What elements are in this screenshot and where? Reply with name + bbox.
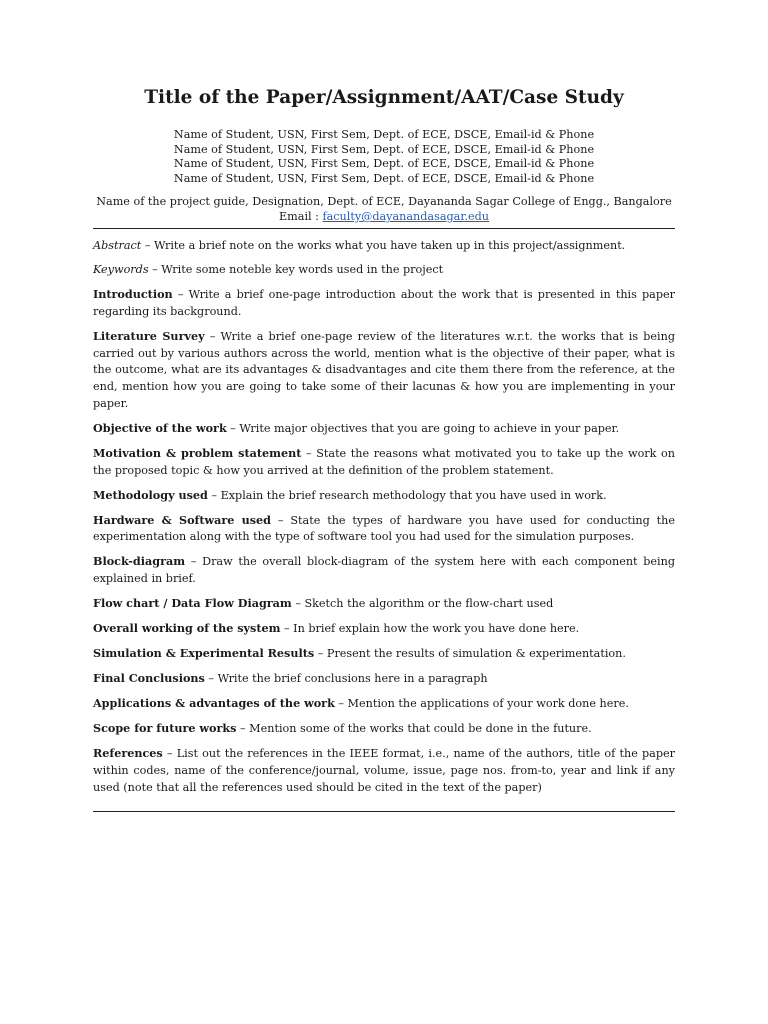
paper-title: Title of the Paper/Assignment/AAT/Case Study bbox=[144, 87, 624, 108]
section-heading: Final Conclusions bbox=[93, 671, 205, 686]
section-heading: Simulation & Experimental Results bbox=[93, 646, 315, 661]
section-paragraph bbox=[93, 745, 675, 796]
section-body: Mention the applications of your work done here. bbox=[347, 697, 629, 711]
section-separator: – bbox=[204, 672, 218, 686]
paper-page bbox=[93, 86, 675, 812]
section-paragraph bbox=[93, 720, 675, 738]
section-body: In brief explain how the work you have done here. bbox=[293, 622, 580, 636]
email-link[interactable]: faculty@dayanandasagar.edu bbox=[322, 210, 489, 223]
author-line: Name of Student, USN, First Sem, Dept. of ECE, DSCE, Email-id & Phone bbox=[173, 171, 595, 185]
section-paragraph bbox=[93, 670, 675, 688]
section-paragraph bbox=[93, 695, 675, 713]
section-paragraph bbox=[93, 445, 675, 480]
section-heading: Keywords bbox=[93, 262, 149, 276]
section-body: List out the references in the IEEE format, i.e., name of the authors, title of the paper within codes, name of the conference/journal, volume, issue, page nos. from-to, year and link if any used (note that all the references used should be cited in the text of the paper) bbox=[93, 747, 675, 794]
section-list bbox=[93, 238, 675, 797]
section-body: Write a brief note on the works what you have taken up in this project/assignment. bbox=[153, 239, 626, 252]
section-heading: References bbox=[93, 746, 163, 761]
section-separator: – bbox=[280, 622, 294, 636]
section-heading: Scope for future works bbox=[93, 721, 237, 736]
section-separator: – bbox=[172, 287, 189, 301]
section-separator: – bbox=[314, 647, 327, 661]
section-body: Write major objectives that you are going to achieve in your paper. bbox=[239, 421, 620, 435]
section-paragraph bbox=[93, 595, 675, 613]
section-body: Sketch the algorithm or the flow-chart used bbox=[304, 597, 554, 611]
section-body: Write a brief one-page review of the literatures w.r.t. the works that is being carried out by various authors across the world, mention what is the objective of their paper, what is the outcome, what are its advantages & disadvantages and cite them there from the reference, at the end, mention how you are going to take some of their lacunas & how you are implementing in your paper. bbox=[93, 329, 675, 410]
email-line bbox=[93, 209, 675, 224]
section-body: Write the brief conclusions here in a paragraph bbox=[217, 672, 488, 686]
section-paragraph bbox=[93, 286, 675, 321]
section-body: Mention some of the works that could be done in the future. bbox=[249, 722, 592, 736]
author-line: Name of Student, USN, First Sem, Dept. of ECE, DSCE, Email-id & Phone bbox=[173, 157, 595, 170]
author-line: Name of Student, USN, First Sem, Dept. of ECE, DSCE, Email-id & Phone bbox=[173, 142, 595, 156]
email-label: Email : bbox=[279, 210, 323, 223]
section-separator: – bbox=[291, 597, 305, 611]
author-list bbox=[93, 128, 675, 186]
section-heading: Literature Survey bbox=[93, 328, 205, 343]
section-heading: Introduction bbox=[93, 286, 173, 301]
section-heading: Flow chart / Data Flow Diagram bbox=[93, 596, 292, 611]
section-body: State the reasons what motivated you to take up the work on the proposed topic & how you arrived at the definition of the problem statement. bbox=[93, 446, 675, 477]
section-heading: Block-diagram bbox=[93, 554, 186, 569]
section-heading: Methodology used bbox=[93, 487, 208, 502]
guide-line: Name of the project guide, Designation, Dept. of ECE, Dayananda Sagar College of Engg., Bangalore bbox=[96, 195, 672, 208]
section-separator: – bbox=[141, 239, 154, 252]
section-separator: – bbox=[185, 555, 203, 569]
section-heading: Overall working of the system bbox=[93, 621, 281, 636]
section-heading: Objective of the work bbox=[93, 420, 227, 435]
section-paragraph bbox=[93, 262, 675, 279]
section-paragraph bbox=[93, 620, 675, 638]
section-heading: Hardware & Software used bbox=[93, 512, 271, 527]
section-separator: – bbox=[226, 421, 240, 435]
section-heading: Applications & advantages of the work bbox=[93, 696, 335, 711]
bottom-divider bbox=[93, 811, 675, 812]
section-body: Write a brief one-page introduction about the work that is presented in this paper regarding its background. bbox=[93, 287, 675, 318]
section-separator: – bbox=[236, 722, 250, 736]
section-paragraph bbox=[93, 512, 675, 547]
section-heading: Abstract bbox=[93, 239, 142, 252]
section-separator: – bbox=[204, 329, 221, 343]
section-body: Draw the overall block-diagram of the system here with each component being explained in brief. bbox=[93, 555, 675, 586]
section-paragraph bbox=[93, 487, 675, 505]
section-body: Write some noteble key words used in the project bbox=[161, 262, 444, 276]
section-paragraph bbox=[93, 553, 675, 588]
section-separator: – bbox=[271, 513, 291, 527]
section-separator: – bbox=[162, 747, 177, 761]
section-separator: – bbox=[148, 262, 162, 276]
top-divider bbox=[93, 228, 675, 229]
section-separator: – bbox=[301, 446, 317, 460]
section-paragraph bbox=[93, 420, 675, 438]
author-line: Name of Student, USN, First Sem, Dept. of ECE, DSCE, Email-id & Phone bbox=[173, 128, 595, 141]
section-body: Present the results of simulation & experimentation. bbox=[326, 647, 626, 661]
section-body: State the types of hardware you have used for conducting the experimentation along with the type of software tool you had used for the simulation purposes. bbox=[93, 513, 675, 544]
section-body: Explain the brief research methodology that you have used in work. bbox=[220, 488, 607, 502]
section-separator: – bbox=[334, 697, 348, 711]
section-paragraph bbox=[93, 645, 675, 663]
section-paragraph bbox=[93, 238, 675, 255]
section-paragraph bbox=[93, 328, 675, 413]
section-heading: Motivation & problem statement bbox=[93, 445, 302, 460]
section-separator: – bbox=[207, 488, 221, 502]
